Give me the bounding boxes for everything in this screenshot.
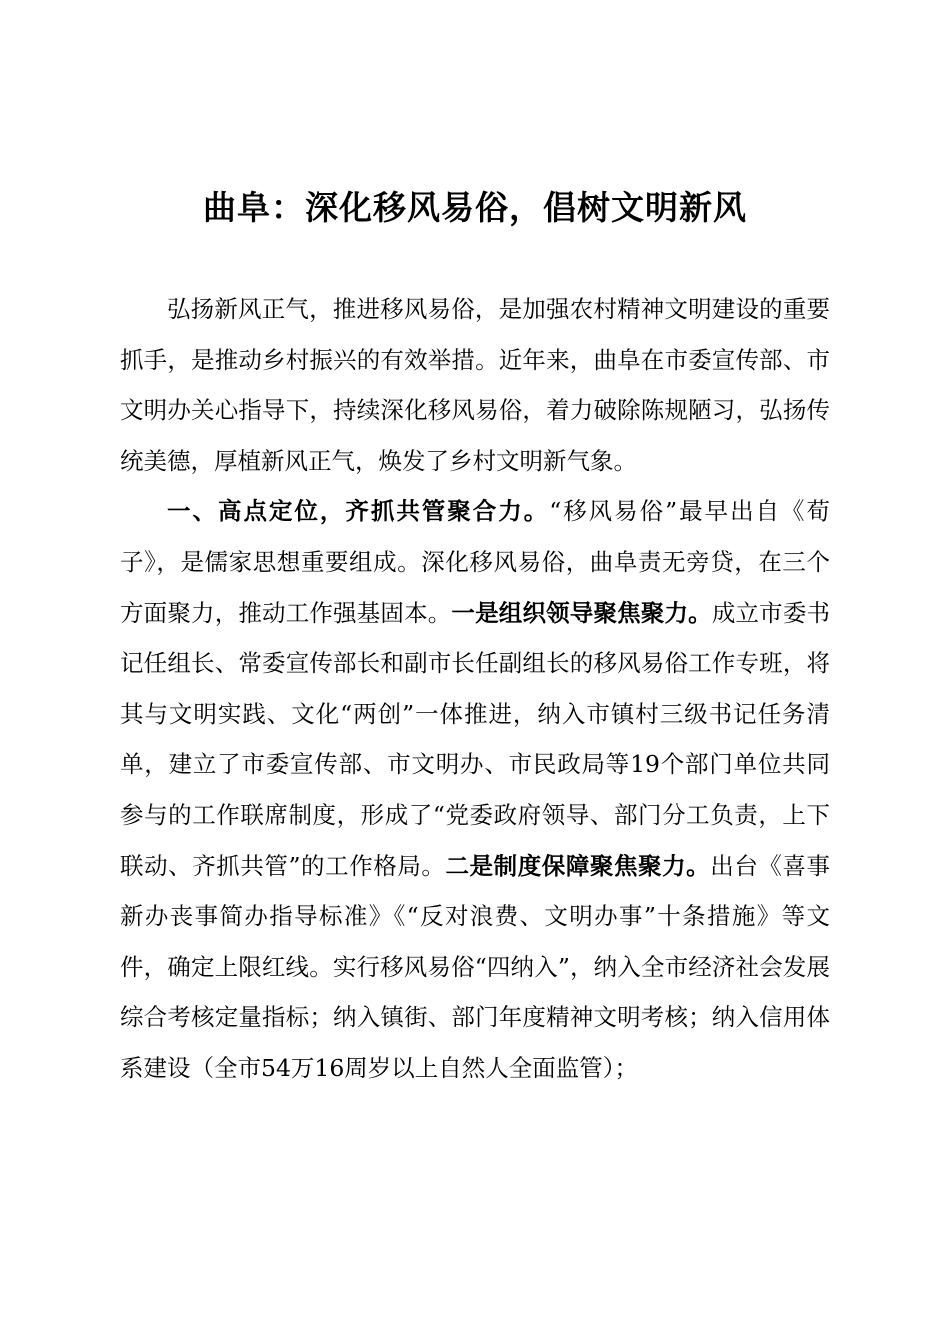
paragraph-intro (120, 284, 830, 486)
section-text: “移风易俗”最早出自《荀子》，是儒家思想重要组成。深化移风易俗，曲阜责无旁贷，在三个方面聚力，推动工作强基固本。 (120, 497, 831, 627)
point-two-text: 出台《喜事新办丧事简办指导标准》《“反对浪费、文明办事”十条措施》等文件，确定上限红线。实行移风易俗“四纳入”，纳入全市经济社会发展综合考核定量指标；纳入镇街、部门年度精神文明考核；纳入信用体系建设（全市54万16周岁以上自然人全面监管）； (120, 851, 831, 1082)
point-one-heading: 一是组织领导聚焦聚力。 (451, 598, 712, 627)
point-two-heading: 二是制度保障聚焦聚力。 (445, 851, 711, 880)
intro-text: 弘扬新风正气，推进移风易俗，是加强农村精神文明建设的重要抓手，是推动乡村振兴的有效举措。近年来，曲阜在市委宣传部、市文明办关心指导下，持续深化移风易俗，着力破除陈规陋习，弘扬传统美德，厚植新风正气，焕发了乡村文明新气象。 (120, 295, 830, 475)
point-one-text: 成立市委书记任组长、常委宣传部长和副市长任副组长的移风易俗工作专班，将其与文明实践、文化“两创”一体推进，纳入市镇村三级书记任务清单，建立了市委宣传部、市文明办、市民政局等19个部门单位共同参与的工作联席制度，形成了“党委政府领导、部门分工负责，上下联动、齐抓共管”的工作格局。 (120, 598, 831, 880)
document-title: 曲阜：深化移风易俗，倡树文明新风 (203, 188, 747, 227)
section-heading: 一、高点定位，齐抓共管聚合力。 (167, 497, 550, 526)
paragraph-section-one (120, 486, 830, 1093)
document-body (120, 284, 830, 1094)
